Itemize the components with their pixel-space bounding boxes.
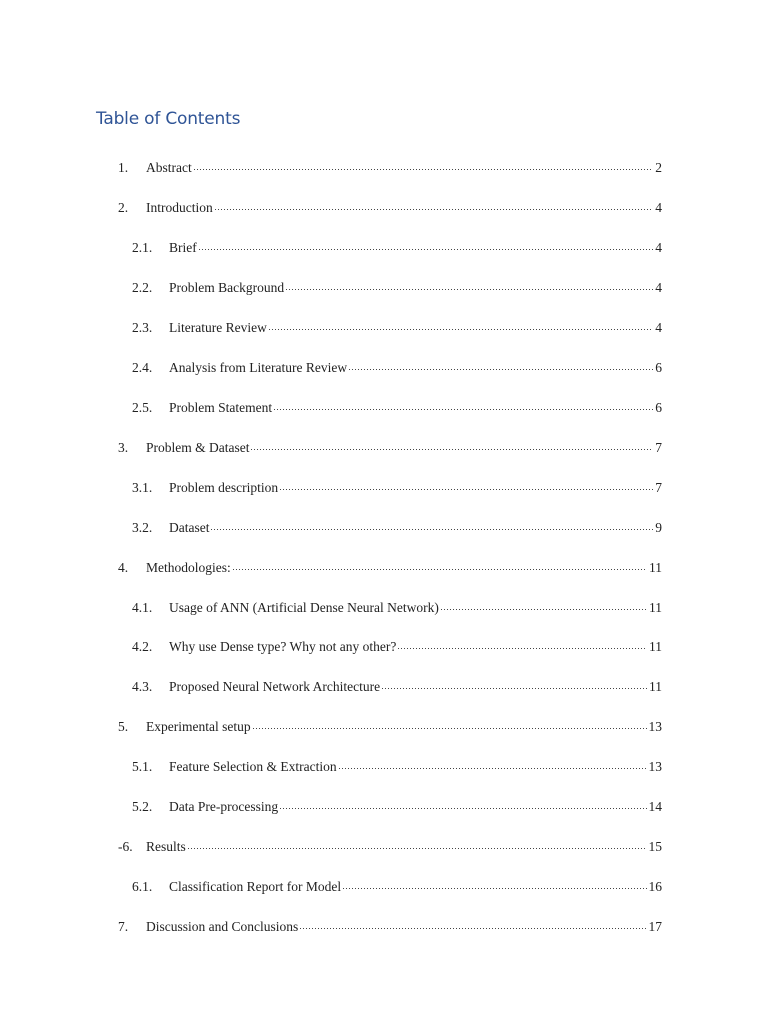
toc-dot-leader	[381, 687, 647, 691]
toc-entry-4-2[interactable]	[132, 637, 662, 657]
toc-entry-2-5[interactable]	[132, 398, 662, 418]
toc-entry-page: 11	[649, 560, 662, 575]
toc-entry-page: 6	[655, 360, 662, 375]
toc-dot-leader	[285, 288, 653, 292]
toc-dot-leader	[232, 568, 647, 572]
toc-entry-number: 4.2.	[132, 639, 153, 654]
toc-entry-number: 5.2.	[132, 799, 153, 814]
toc-entry-label: Data Pre-processing	[169, 799, 279, 814]
toc-dot-leader	[279, 807, 646, 811]
toc-entry-number: 3.1.	[132, 480, 153, 495]
toc-entry-number: -6.	[118, 839, 133, 854]
toc-entry-number: 1.	[118, 160, 129, 175]
toc-dot-leader	[214, 208, 654, 212]
toc-entry-page: 16	[648, 879, 662, 894]
toc-entry-page: 4	[655, 240, 662, 255]
toc-entry-label: Feature Selection & Extraction	[169, 759, 337, 774]
toc-entry-page: 4	[655, 200, 662, 215]
toc-entry-5-2[interactable]	[132, 797, 662, 817]
toc-entry-page: 9	[655, 520, 662, 535]
toc-entry-2-1[interactable]	[132, 238, 662, 258]
toc-entry-5[interactable]	[118, 717, 662, 737]
toc-dot-leader	[187, 847, 647, 851]
toc-entry-4-3[interactable]	[132, 677, 662, 697]
toc-entry-page: 13	[648, 719, 662, 734]
toc-entry-page: 11	[649, 679, 662, 694]
toc-entry-5-1[interactable]	[132, 757, 662, 777]
toc-entry-page: 4	[655, 280, 662, 295]
toc-dot-leader	[193, 168, 654, 172]
toc-entry-label: Why use Dense type? Why not any other?	[169, 639, 397, 654]
toc-entry-number: 5.	[118, 719, 129, 734]
toc-entry-label: Classification Report for Model	[169, 879, 342, 894]
toc-entry-label: Problem Background	[169, 280, 285, 295]
toc-dot-leader	[198, 248, 654, 252]
toc-entry-label: Brief	[169, 240, 197, 255]
toc-entry-page: 11	[649, 600, 662, 615]
toc-entry-label: Results	[146, 839, 186, 854]
toc-entry-number: 2.1.	[132, 240, 153, 255]
toc-entry-page: 11	[649, 639, 662, 654]
toc-dot-leader	[342, 887, 646, 891]
toc-entry-2[interactable]	[118, 198, 662, 218]
toc-entry-number: 2.3.	[132, 320, 153, 335]
toc-entry-2-3[interactable]	[132, 318, 662, 338]
toc-entry-label: Literature Review	[169, 320, 267, 335]
toc-entry-label: Dataset	[169, 520, 210, 535]
toc-entry-number: 2.4.	[132, 360, 153, 375]
toc-entry-label: Introduction	[146, 200, 213, 215]
toc-entry-label: Experimental setup	[146, 719, 251, 734]
toc-entry-page: 7	[655, 440, 662, 455]
toc-entry-label: Analysis from Literature Review	[169, 360, 348, 375]
toc-entry-page: 13	[648, 759, 662, 774]
toc-dot-leader	[268, 328, 653, 332]
toc-entry-number: 7.	[118, 919, 129, 934]
toc-dot-leader	[348, 368, 653, 372]
toc-entry-6-1[interactable]	[132, 877, 662, 897]
toc-entry-label: Discussion and Conclusions	[146, 919, 299, 934]
toc-entry-page: 17	[648, 919, 662, 934]
toc-entry-number: 5.1.	[132, 759, 153, 774]
toc-entry-label: Proposed Neural Network Architecture	[169, 679, 381, 694]
toc-entry-number: 2.	[118, 200, 129, 215]
toc-dot-leader	[440, 608, 647, 612]
toc-entry-number: 4.3.	[132, 679, 153, 694]
toc-entry-label: Problem description	[169, 480, 279, 495]
toc-entry-page: 4	[655, 320, 662, 335]
toc-entry-number: 3.2.	[132, 520, 153, 535]
toc-entry-3[interactable]	[118, 438, 662, 458]
toc-dot-leader	[338, 767, 647, 771]
toc-entry-number: 4.	[118, 560, 129, 575]
toc-entry-label: Problem & Dataset	[146, 440, 250, 455]
toc-entry-number: 4.1.	[132, 600, 153, 615]
toc-entry-label: Usage of ANN (Artificial Dense Neural Network)	[169, 600, 439, 615]
toc-entry-page: 14	[648, 799, 662, 814]
toc-entry-2-2[interactable]	[132, 278, 662, 298]
toc-entry-6[interactable]	[118, 837, 662, 857]
toc-title: Table of Contents	[96, 109, 241, 129]
toc-dot-leader	[252, 727, 647, 731]
toc-dot-leader	[397, 647, 647, 651]
toc-entry-number: 3.	[118, 440, 129, 455]
toc-entry-7[interactable]	[118, 917, 662, 937]
toc-entry-label: Methodologies:	[146, 560, 231, 575]
toc-entry-number: 2.5.	[132, 400, 153, 415]
toc-entry-label: Abstract	[146, 160, 192, 175]
toc-entry-1[interactable]	[118, 158, 662, 178]
toc-entry-4-1[interactable]	[132, 598, 662, 618]
toc-entry-page: 15	[648, 839, 662, 854]
toc-entry-page: 6	[655, 400, 662, 415]
toc-entry-4[interactable]	[118, 558, 662, 578]
toc-entry-page: 7	[655, 480, 662, 495]
toc-entry-number: 6.1.	[132, 879, 153, 894]
toc-dot-leader	[273, 408, 653, 412]
toc-entry-label: Problem Statement	[169, 400, 273, 415]
toc-dot-leader	[250, 448, 653, 452]
toc-dot-leader	[299, 927, 646, 931]
toc-entry-3-2[interactable]	[132, 518, 662, 538]
toc-dot-leader	[279, 488, 653, 492]
toc-dot-leader	[210, 528, 653, 532]
toc-entry-page: 2	[655, 160, 662, 175]
toc-entry-2-4[interactable]	[132, 358, 662, 378]
toc-entry-3-1[interactable]	[132, 478, 662, 498]
toc-entry-number: 2.2.	[132, 280, 153, 295]
